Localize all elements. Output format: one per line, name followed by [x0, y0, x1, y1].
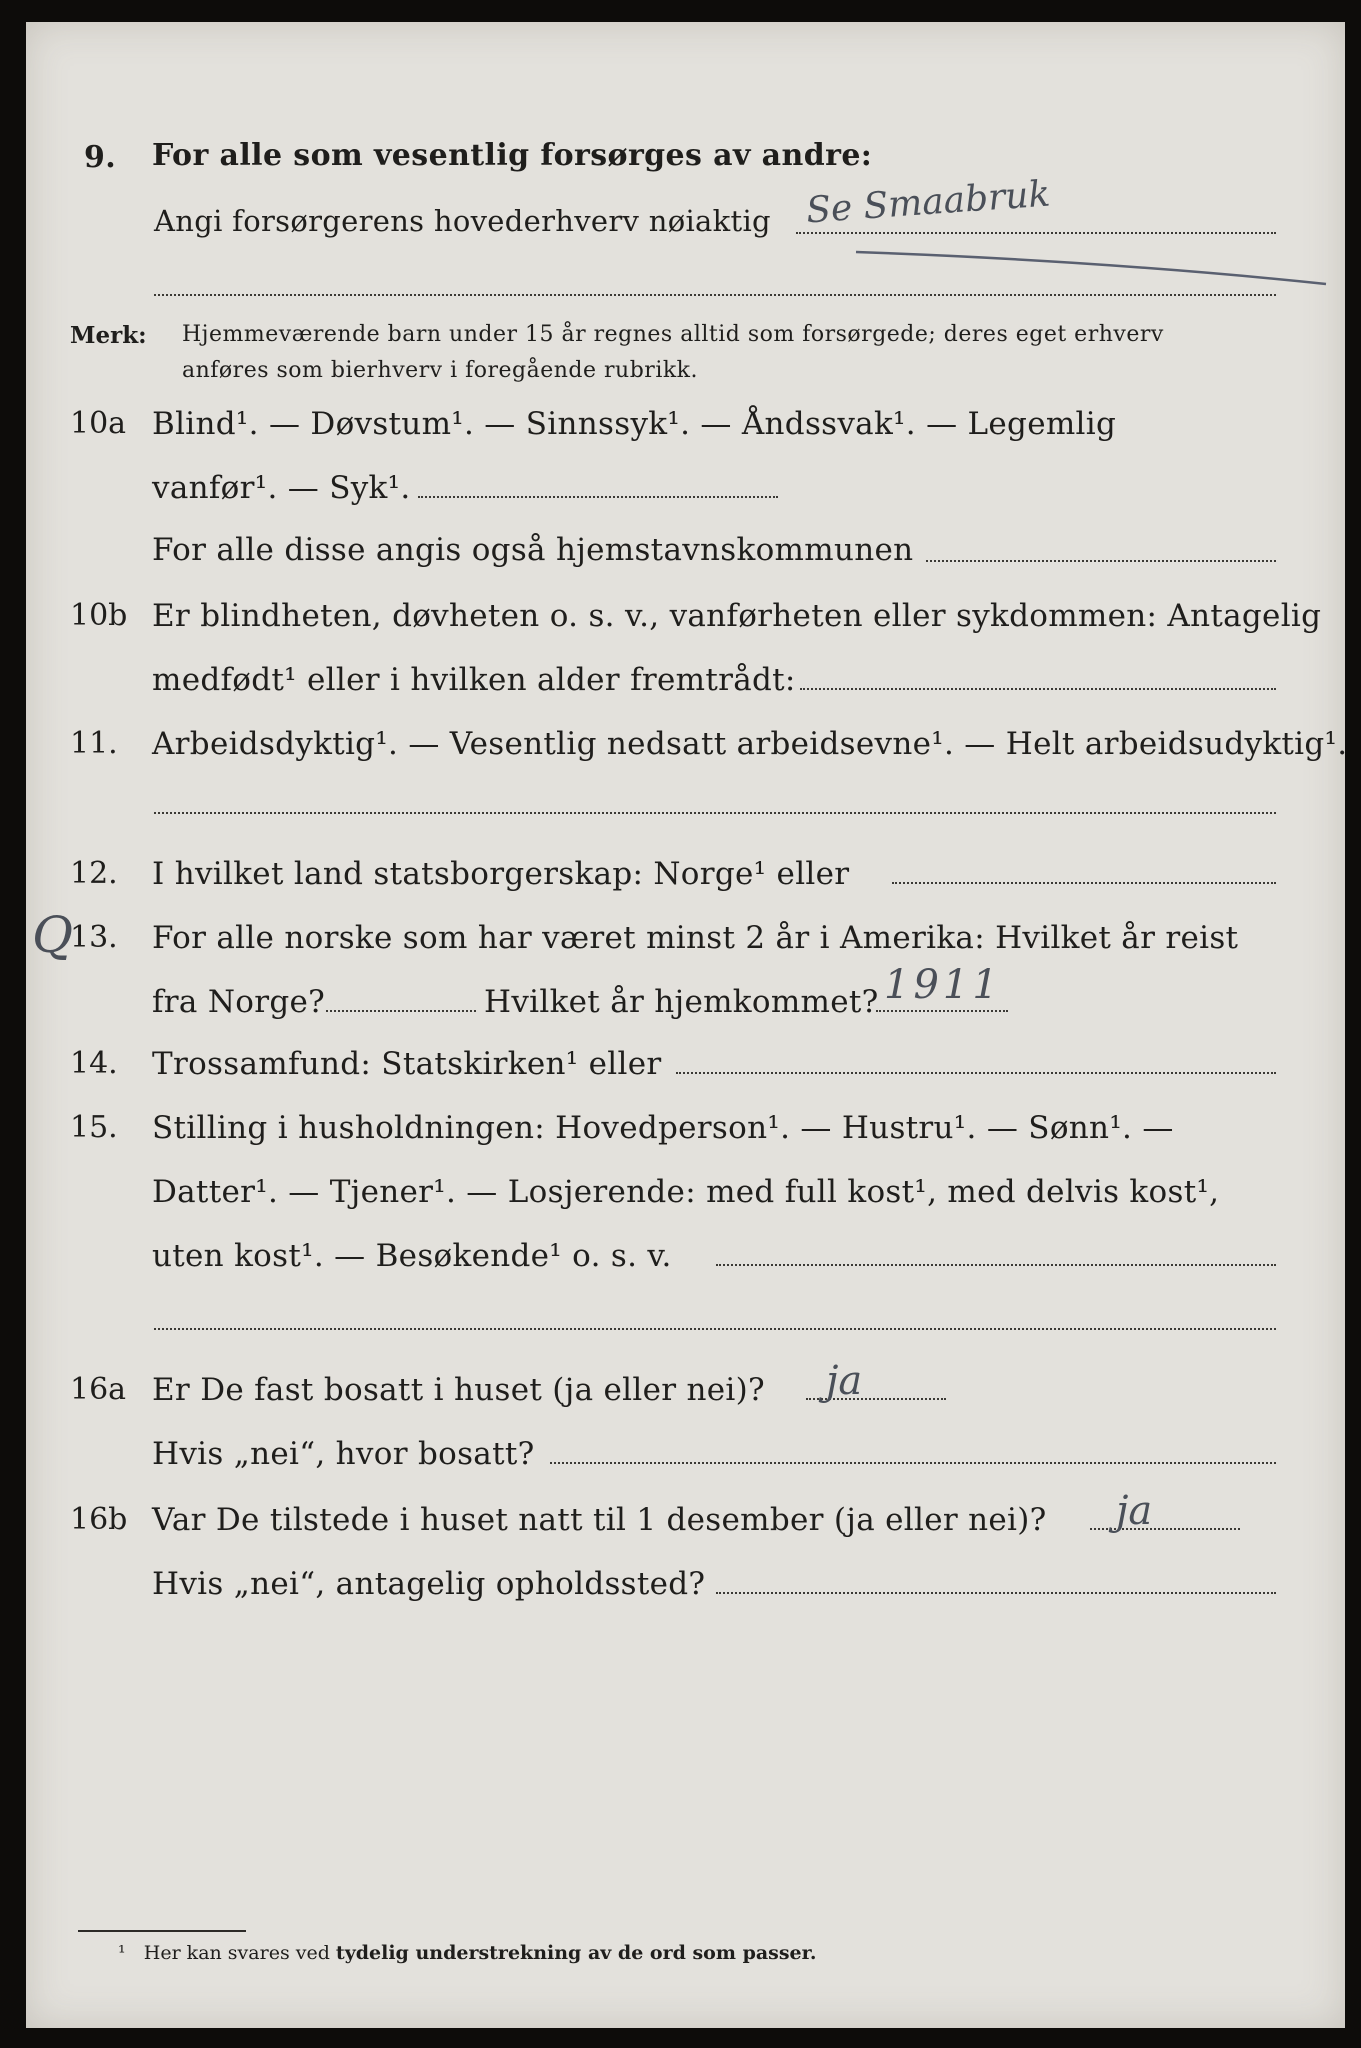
q16b-line2: Hvis „nei“, antagelig opholdssted? — [152, 1566, 706, 1602]
q11-blank-line — [154, 812, 1276, 814]
q12-number: 12. — [70, 856, 118, 891]
merk-line1: Hjemmeværende barn under 15 år regnes alltid som forsørgede; deres eget erhverv — [182, 322, 1164, 347]
q14-line1: Trossamfund: Statskirken¹ eller — [152, 1046, 662, 1082]
q10b-line1: Er blindheten, døvheten o. s. v., vanførheten eller sykdommen: Antagelig — [152, 598, 1322, 634]
footnote-text-bold: tydelig understrekning av de ord som passer. — [335, 1942, 817, 1964]
q16b-opholdssted-answer-line — [716, 1592, 1276, 1594]
q12-line1: I hvilket land statsborgerskap: Norge¹ eller — [152, 856, 850, 892]
q16a-number: 16a — [70, 1372, 127, 1407]
q10b-line2: medfødt¹ eller i hvilken alder fremtrådt: — [152, 662, 796, 698]
q11-line1: Arbeidsdyktig¹. — Vesentlig nedsatt arbeidsevne¹. — Helt arbeidsudyktig¹. — [152, 726, 1348, 762]
q9-question-line1: For alle som vesentlig forsørges av andre: — [152, 138, 873, 173]
footnote-text-plain: Her kan svares ved — [143, 1942, 330, 1964]
q15-line2: Datter¹. — Tjener¹. — Losjerende: med full kost¹, med delvis kost¹, — [152, 1174, 1220, 1210]
q10a-line1: Blind¹. — Døvstum¹. — Sinnssyk¹. — Åndssvak¹. — Legemlig — [152, 406, 1117, 442]
q10a-hjemstavn-answer-line — [926, 560, 1276, 562]
q13-line2a: fra Norge? — [152, 984, 326, 1020]
q13-number: 13. — [70, 920, 118, 955]
q9-handwritten-answer: Se Smaabruk — [804, 173, 1052, 232]
q13-line2b: Hvilket år hjemkommet? — [484, 984, 879, 1020]
q10a-number: 10a — [70, 406, 127, 441]
q13-hjemkommet-answer-line — [876, 1010, 1008, 1012]
footnote — [118, 1942, 817, 1964]
q10b-answer-line — [800, 688, 1276, 690]
merk-label: Merk: — [70, 322, 147, 349]
q16b-number: 16b — [70, 1502, 128, 1537]
q12-answer-line — [892, 882, 1276, 884]
q16a-bosatt-answer-line — [550, 1462, 1276, 1464]
q15-number: 15. — [70, 1110, 118, 1145]
merk-line2: anføres som bierhverv i foregående rubrikk. — [182, 358, 699, 383]
q16a-line1: Er De fast bosatt i huset (ja eller nei)? — [152, 1372, 765, 1408]
q15-line1: Stilling i husholdningen: Hovedperson¹. — Hustru¹. — Sønn¹. — — [152, 1110, 1174, 1146]
footnote-marker: ¹ — [118, 1942, 126, 1964]
q10a-syk-answer-line — [418, 496, 778, 498]
q16b-answer-line — [1090, 1528, 1240, 1530]
q9-number: 9. — [84, 140, 117, 175]
q10a-line2: vanfør¹. — Syk¹. — [152, 470, 411, 506]
footnote-rule — [78, 1930, 246, 1932]
q13-reist-answer-line — [326, 1010, 476, 1012]
q15-line3: uten kost¹. — Besøkende¹ o. s. v. — [152, 1238, 672, 1274]
q13-handwritten-year: 1911 — [884, 962, 1002, 1008]
q10b-number: 10b — [70, 598, 128, 633]
q9-pencil-stroke — [856, 242, 1336, 302]
q14-number: 14. — [70, 1046, 118, 1081]
q16b-line1: Var De tilstede i huset natt til 1 desember (ja eller nei)? — [152, 1502, 1047, 1538]
q16a-handwritten-answer: ja — [826, 1358, 863, 1404]
q14-answer-line — [676, 1072, 1276, 1074]
q13-margin-mark: Q — [32, 906, 73, 964]
census-form-page — [26, 22, 1348, 2028]
q10a-line3: For alle disse angis også hjemstavnskommunen — [152, 532, 914, 568]
q9-answer-line — [796, 232, 1276, 234]
q11-number: 11. — [70, 726, 118, 761]
q15-blank-line — [154, 1328, 1276, 1330]
q15-answer-line — [716, 1264, 1276, 1266]
q16a-line2: Hvis „nei“, hvor bosatt? — [152, 1436, 535, 1472]
q9-blank-line — [154, 294, 1276, 296]
q9-question-line2: Angi forsørgerens hovederhverv nøiaktig — [154, 204, 771, 238]
q16b-handwritten-answer: ja — [1116, 1488, 1153, 1534]
q13-line1: For alle norske som har været minst 2 år i Amerika: Hvilket år reist — [152, 920, 1239, 956]
